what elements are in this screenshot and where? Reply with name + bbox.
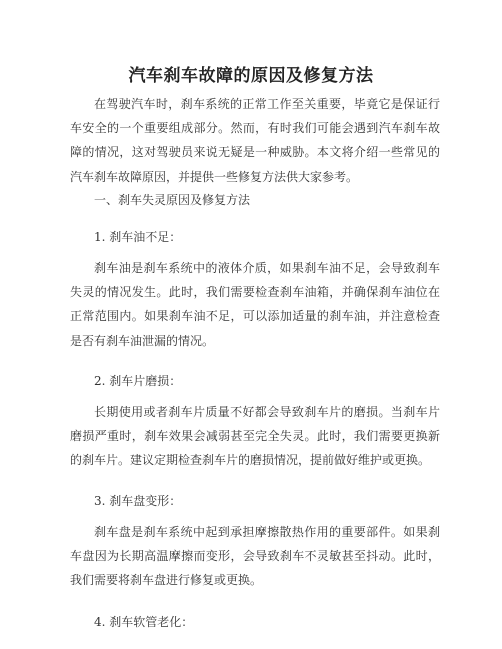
intro-paragraph: 在驾驶汽车时，刹车系统的正常工作至关重要，毕竟它是保证行车安全的一个重要组成部分。然而，有时我们可能会遇到汽车刹车故障的情况，这对驾驶员来说无疑是一种威胁。本文将介绍一些常见的汽车刹车故障原因，并提供一些修复方法供大家参考。 [70, 97, 440, 184]
section-heading: 一、刹车失灵原因及修复方法 [94, 193, 251, 207]
document-title: 汽车刹车故障的原因及修复方法 [128, 66, 374, 86]
item-body-brake-pads: 长期使用或者刹车片质量不好都会导致刹车片的磨损。当刹车片磨损严重时，刹车效果会减弱甚至完全失灵。此时，我们需要更换新的刹车片。建议定期检查刹车片的磨损情况，提前做好维护或更换。 [70, 405, 440, 468]
item-heading-brake-hose: 4. 刹车软管老化： [94, 615, 194, 629]
item-heading-brake-pads: 2. 刹车片磨损： [94, 374, 182, 388]
item-body-brake-disc: 刹车盘是刹车系统中起到承担摩擦散热作用的重要部件。如果刹车盘因为长期高温摩擦而变形，会导致刹车不灵敏甚至抖动。此时，我们需要将刹车盘进行修复或更换。 [70, 525, 440, 588]
item-body-brake-fluid: 刹车油是刹车系统中的液体介质，如果刹车油不足，会导致刹车失灵的情况发生。此时，我们需要检查刹车油箱，并确保刹车油位在正常范围内。如果刹车油不足，可以添加适量的刹车油，并注意检查是否有刹车油泄漏的情况。 [70, 261, 440, 348]
item-heading-brake-fluid: 1. 刹车油不足： [94, 230, 182, 244]
item-heading-brake-disc: 3. 刹车盘变形： [94, 494, 182, 508]
